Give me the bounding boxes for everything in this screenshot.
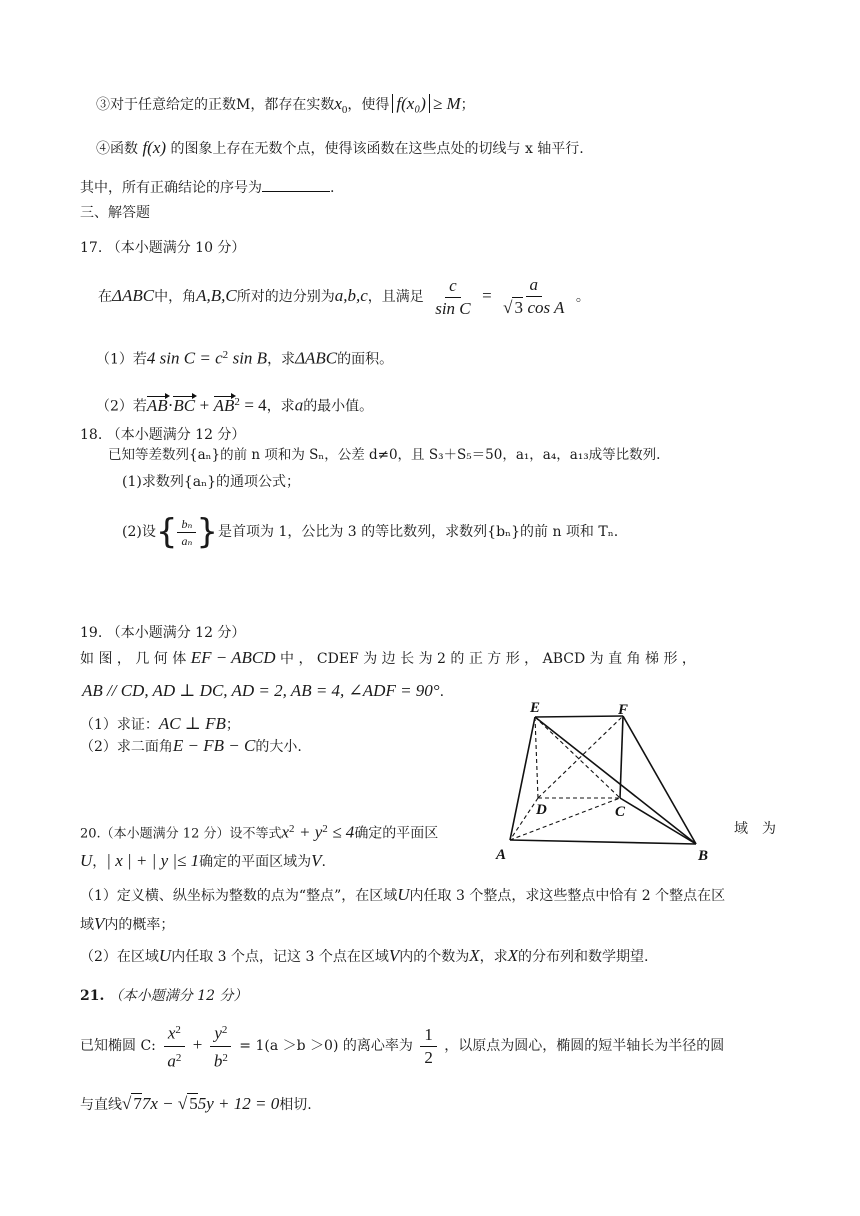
- q17-sides: a,b,c: [334, 286, 368, 305]
- q21-line2-formula-b: 5y + 12 = 0: [197, 1094, 280, 1113]
- edge-cb: [620, 798, 696, 844]
- q17-frac2-den: √ 3 cos A: [503, 298, 565, 317]
- q21-plus: +: [192, 1035, 203, 1055]
- edge-ac: [510, 798, 620, 840]
- q17-p2-eq: = 4: [244, 395, 267, 415]
- q17-part-1: [96, 345, 393, 370]
- q19-p1-formula: AC ⊥ FB: [158, 714, 226, 733]
- q19-part-2: [80, 736, 302, 757]
- section-title: 三、解答题: [80, 205, 150, 221]
- q20-part-1-cont: [80, 914, 174, 935]
- q20-line2-end: .: [321, 854, 326, 870]
- q16-conclusion: [80, 177, 334, 198]
- q18-p2-suffix: 是首项为 1，公比为 3 的等比数列，求数列{bₙ}的前 n 项和 Tₙ.: [218, 524, 619, 540]
- q17-p1-formula-a: 4 sin C = c: [146, 348, 223, 368]
- vertex-label-d: D: [536, 802, 547, 818]
- q21-intro: [80, 1020, 724, 1072]
- q20-ineq-y: + y: [298, 822, 323, 842]
- q17-eq: =: [482, 286, 492, 305]
- q20-V: V: [311, 851, 322, 870]
- q17-p2-prefix: （2）若: [96, 398, 147, 415]
- q18-frac-num: bₙ: [177, 517, 196, 533]
- q17-sqrt-3: 3: [514, 298, 523, 317]
- q21-frac-e: [420, 1025, 437, 1068]
- q20-p2-V: V: [388, 946, 400, 965]
- q19-p2-end: 的大小.: [255, 739, 302, 755]
- q20-part-1: [80, 885, 725, 906]
- q17-p2-var: a: [294, 395, 304, 415]
- q16-item4-fx: f(x): [142, 138, 167, 157]
- q20-part-2: [80, 946, 648, 967]
- q20-p2-X2: X: [507, 946, 518, 965]
- q18-intro: 已知等差数列{aₙ}的前 n 项和为 Sₙ，公差 d≠0，且 S₃＋S₅＝50，a₁，a₄，a₁₃成等比数列.: [108, 447, 661, 463]
- edge-df: [538, 716, 623, 798]
- q21-header-text: （本小题满分 12 分）: [108, 988, 248, 1004]
- q20-header: 20.（本小题满分 12 分）设不等式: [80, 826, 282, 842]
- q20-p2-a: （2）在区域: [80, 949, 159, 965]
- vertex-label-c: C: [615, 804, 626, 820]
- q18-p2-prefix: (2)设: [122, 524, 156, 540]
- vertex-label-e: E: [530, 700, 541, 716]
- q20-p1-c: 域: [80, 917, 94, 933]
- q19-conditions: [82, 681, 444, 702]
- q17-vec-bc: BC: [173, 395, 196, 415]
- q16-item4-prefix: ④函数: [96, 141, 138, 157]
- q16-item3-sub: 0: [341, 103, 348, 116]
- q20-ineq-x: x: [281, 822, 290, 842]
- q17-p2-end: 的最小值。: [303, 398, 374, 415]
- q17-intro-end: 。: [575, 289, 590, 305]
- q17-frac2-cos: cos A: [527, 298, 565, 317]
- q20-p1-U: U: [397, 885, 410, 904]
- q16-item3-rel: ≥ M: [432, 94, 461, 113]
- q18-header: 18. （本小题满分 12 分）: [80, 427, 246, 443]
- q17-fraction-2: [499, 275, 568, 319]
- q19-cond: AB // CD, AD ⊥ DC, AD = 2, AB = 4, ∠ADF = 90°: [82, 681, 440, 700]
- q17-intro-a: 在: [98, 289, 112, 305]
- q17-angles: A,B,C: [196, 286, 237, 305]
- q17-dot: ·: [167, 395, 174, 415]
- q21-frac-y-den: [210, 1047, 232, 1073]
- q17-p2-sup: 2: [234, 396, 240, 408]
- q17-plus: +: [199, 395, 210, 415]
- q21-frac-y-num: [210, 1020, 231, 1047]
- q17-intro-c: 所对的边分别为: [236, 289, 335, 305]
- q20-line2-mid: ，: [92, 854, 107, 870]
- q17-p1-prefix: （1）若: [96, 351, 147, 368]
- q19-p1-prefix: （1）求证：: [80, 717, 159, 733]
- q20-p2-b: 内任取 3 个点，记这 3 个点在区域: [171, 949, 389, 965]
- q21-x: x: [167, 1023, 176, 1043]
- q20-ineq-sup-y: 2: [322, 823, 328, 835]
- q20-ineq-2: | x | + | y |≤ 1: [106, 851, 200, 870]
- q21-line2-formula-a: 7x −: [141, 1094, 178, 1113]
- answer-blank[interactable]: [262, 177, 330, 192]
- q17-vec-ab: AB: [146, 395, 168, 415]
- vertex-label-b: B: [698, 848, 709, 864]
- q17-p1-sup: 2: [222, 349, 229, 361]
- q20-line-1: [80, 819, 438, 845]
- q21-header: [80, 986, 248, 1006]
- q17-p1-mid: ，求: [267, 351, 296, 368]
- q17-triangle: ΔABC: [112, 286, 155, 305]
- q17-intro: [98, 274, 590, 319]
- q19-cond-end: .: [439, 684, 445, 700]
- q17-fraction-1: [431, 276, 474, 319]
- q17-intro-b: 中，角: [154, 289, 197, 305]
- q19-p2-prefix: （2）求二面角: [80, 739, 173, 755]
- figure-solid-edges: [510, 716, 696, 844]
- q19-part-1: [80, 714, 240, 735]
- q21-header-num: 21.: [80, 988, 105, 1004]
- q20-p2-d: ，求: [479, 949, 508, 965]
- q19-header: 19. （本小题满分 12 分）: [80, 625, 246, 641]
- q21-line-2: 与直线√ 77x − √ 55y + 12 = 0相切.: [80, 1094, 312, 1113]
- q20-line-1-end: 域 为: [734, 821, 776, 837]
- q21-frac-x-den: [163, 1047, 185, 1073]
- q20-line-2: [80, 851, 326, 872]
- q17-frac1-den: sin C: [435, 298, 471, 318]
- q16-item4-suffix: 的图象上存在无数个点，使得该函数在这些点处的切线与 x 轴平行.: [170, 141, 584, 157]
- q20-line2-text: 确定的平面区域为: [199, 854, 312, 870]
- q20-p2-U: U: [158, 946, 172, 965]
- q21-line2-a: 与直线: [80, 1097, 122, 1113]
- q21-sqrt-7: 7: [133, 1094, 142, 1113]
- edge-ef: [535, 716, 623, 717]
- q19-p1-end: ；: [225, 717, 240, 733]
- edge-ab: [510, 840, 696, 844]
- q21-intro-c: ，以原点为圆心，椭圆的短半轴长为半径的圆: [444, 1038, 725, 1055]
- q21-e-den: 2: [424, 1047, 433, 1067]
- q20-p1-d: 内的概率；: [104, 917, 175, 933]
- q17-vec-ab-2: AB: [213, 395, 235, 415]
- q16-conclusion-text: 其中，所有正确结论的序号为: [80, 180, 262, 196]
- q18-part-1: (1)求数列{aₙ}的通项公式；: [122, 474, 301, 490]
- figure-hidden-edges: [510, 716, 623, 840]
- q17-header: 17. （本小题满分 10 分）: [80, 240, 246, 256]
- q16-item3-mid: ，使得: [347, 97, 390, 113]
- q20-ineq-rhs: ≤ 4: [332, 822, 355, 842]
- q20-ineq-sup-x: 2: [289, 823, 295, 835]
- q21-frac-x-num: [164, 1020, 185, 1047]
- q20-p2-X: X: [469, 946, 480, 965]
- q19-solid: EF − ABCD: [190, 648, 276, 667]
- q21-x-sup: 2: [175, 1024, 181, 1036]
- q17-part-2: [96, 392, 373, 417]
- q21-frac-y: [210, 1020, 232, 1072]
- q20-p1-b: 内任取 3 个整点，求这些整点中恰有 2 个整点在区: [409, 888, 726, 904]
- q18-part-2: [122, 512, 618, 552]
- q19-p2-formula: E − FB − C: [172, 736, 256, 755]
- q19-intro: [80, 648, 696, 669]
- q21-e-num: 1: [420, 1025, 437, 1047]
- q17-p1-end: 的面积。: [337, 351, 394, 368]
- q16-item3-formula: f(x₀): [392, 94, 430, 113]
- q21-y-sup: 2: [221, 1024, 228, 1036]
- q20-text-a: 确定的平面区: [354, 825, 439, 842]
- q17-frac2-num: a: [526, 275, 543, 297]
- q16-item-4: [96, 138, 584, 159]
- q21-a: a: [167, 1051, 176, 1071]
- q21-a-sup: 2: [175, 1051, 182, 1064]
- q16-item-3: [96, 94, 475, 120]
- q21-b: b: [213, 1051, 223, 1071]
- q18-frac-den: aₙ: [181, 533, 193, 548]
- q21-intro-a: 已知椭圆 C:: [80, 1038, 156, 1055]
- q19-intro-a: 如 图 ， 几 何 体: [80, 651, 187, 667]
- q21-line2-end: 相切.: [279, 1097, 312, 1113]
- q21-y: y: [214, 1023, 222, 1043]
- q21-b-sup: 2: [222, 1051, 228, 1064]
- q17-p1-formula-b: sin B: [232, 348, 268, 368]
- q16-conclusion-end: .: [330, 180, 335, 196]
- q19-intro-b: 中 ， CDEF 为 边 长 为 2 的 正 方 形 ， ABCD 为 直 角 梯 形 ，: [280, 651, 696, 667]
- q20-p2-c: 内的个数为: [399, 949, 470, 965]
- edge-ec: [535, 717, 620, 798]
- edge-fb: [623, 716, 696, 844]
- q21-sqrt-5: 5: [189, 1094, 198, 1113]
- q17-intro-d: ，且满足: [367, 289, 424, 305]
- q17-frac1-num: c: [445, 276, 461, 298]
- q16-item3-var: x: [334, 94, 342, 113]
- q20-p1-a: （1）定义横、纵坐标为整数的点为“整点”，在区域: [80, 888, 398, 904]
- brace-right: }: [196, 512, 218, 552]
- q20-p2-e: 的分布列和数学期望.: [518, 949, 649, 965]
- q18-fraction: [177, 517, 196, 548]
- q19-solid-figure: [490, 698, 720, 868]
- q16-item3-end: ；: [460, 97, 475, 113]
- q20-p1-V: V: [94, 914, 105, 933]
- vertex-label-f: F: [618, 702, 629, 718]
- q20-U: U: [80, 851, 93, 870]
- q21-intro-b: = 1(a ＞b ＞0) 的离心率为: [239, 1038, 413, 1055]
- q21-frac-x: [163, 1020, 185, 1072]
- q17-p1-tri: ΔABC: [295, 348, 338, 368]
- q17-p2-mid: ，求: [266, 398, 295, 415]
- q16-item3-prefix: ③对于任意给定的正数M，都存在实数: [96, 97, 335, 113]
- edge-ed: [535, 717, 538, 798]
- brace-left: {: [155, 512, 178, 552]
- vertex-label-a: A: [496, 847, 507, 863]
- edge-eb: [535, 717, 696, 844]
